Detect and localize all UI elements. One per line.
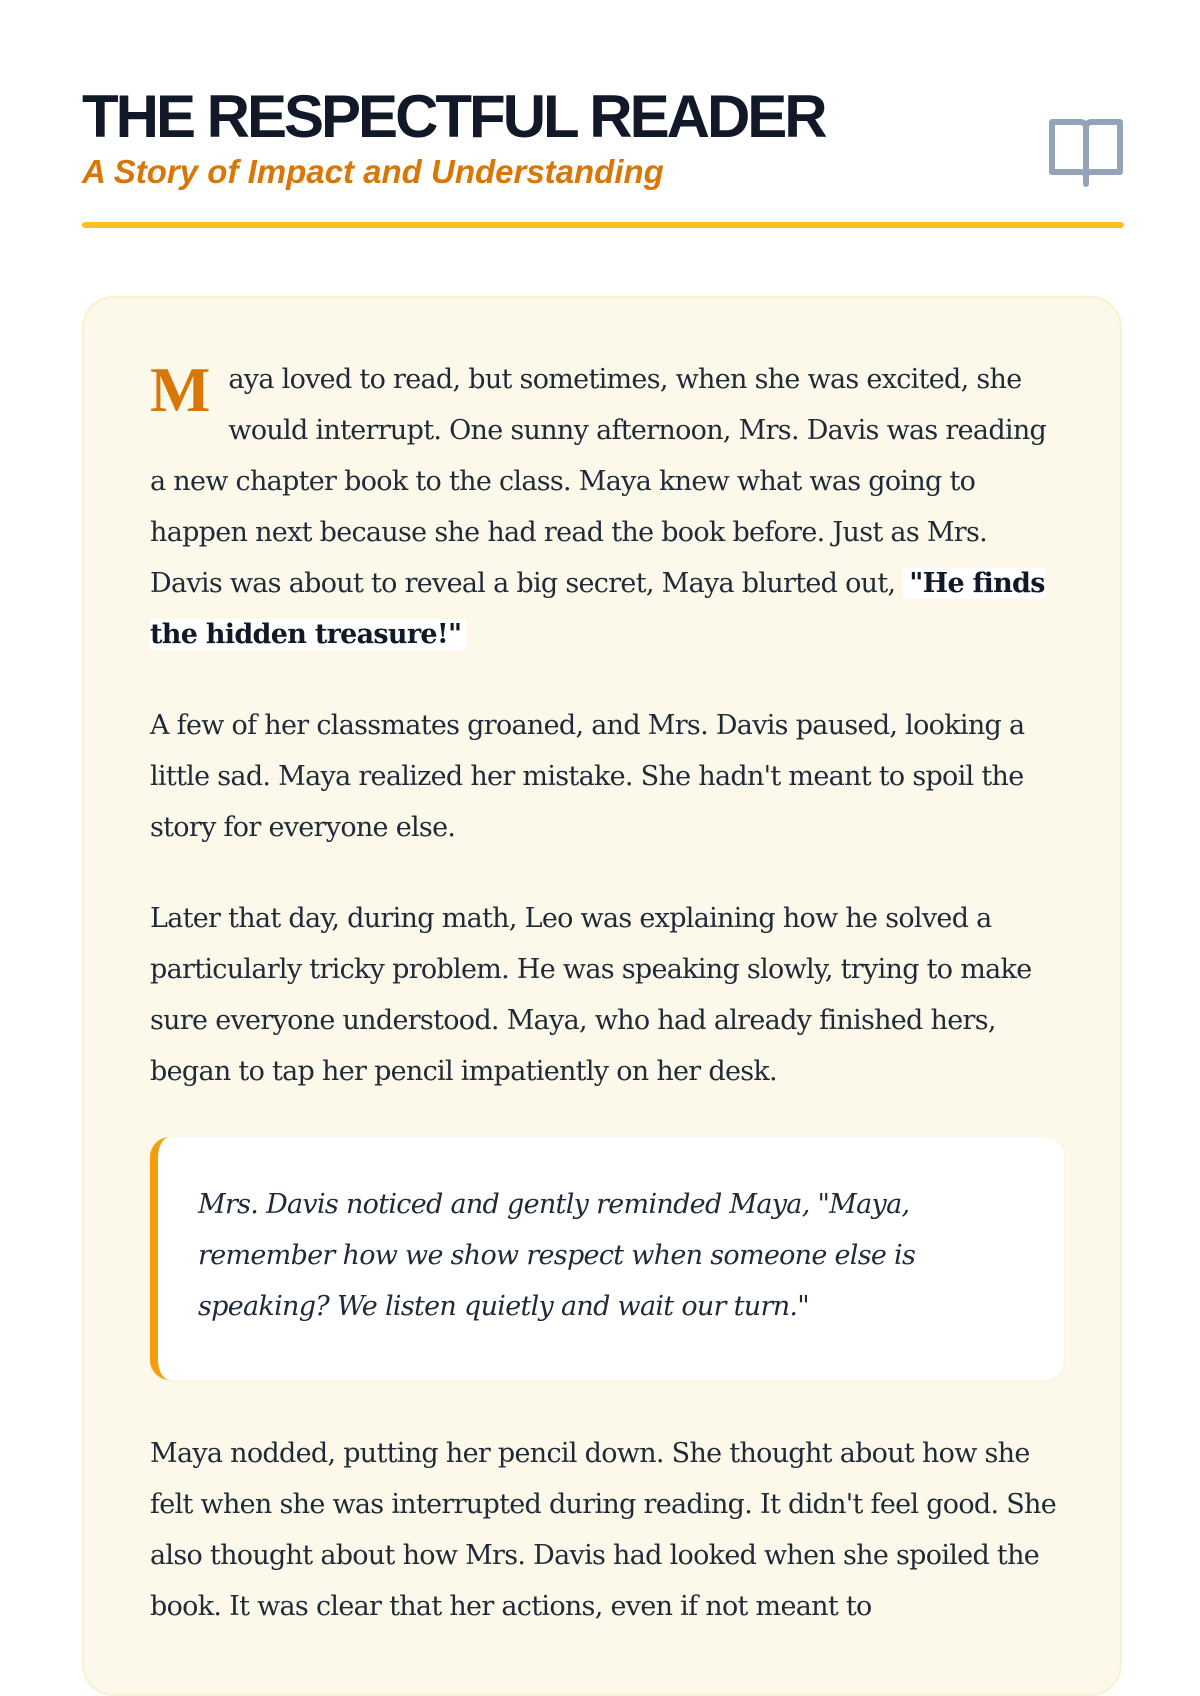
drop-cap: M	[150, 354, 211, 425]
header-divider	[82, 222, 1124, 228]
story-paragraph-4: Maya nodded, putting her pencil down. She thought about how she felt when she was interrupted during reading. It didn't feel good. She also thought about how Mrs. Davis had looked when she spoiled the book. It was clear that her actions, even if not meant to	[150, 1438, 1057, 1622]
story-body	[150, 354, 1064, 1672]
story-paragraph-1	[150, 354, 1064, 660]
paragraph-text: aya loved to read, but sometimes, when she was excited, she would interrupt. One sunny afternoon, Mrs. Davis was reading a new chapter book to the class. Maya knew what was going to happen next because she had read the book before. Just as Mrs. Davis was about to reveal a big secret, Maya blurted out,	[150, 364, 1047, 599]
page-subtitle: A Story of Impact and Understanding	[82, 153, 664, 190]
story-paragraph-2: A few of her classmates groaned, and Mrs. Davis paused, looking a little sad. Maya realized her mistake. She hadn't meant to spoil the story for everyone else.	[150, 710, 1025, 843]
teacher-quote-callout: Mrs. Davis noticed and gently reminded Maya, "Maya, remember how we show respect when someone else is speaking? We listen quietly and wait our turn."	[150, 1137, 1064, 1380]
story-card	[82, 296, 1122, 1696]
highlighted-quote: "He finds the hidden treasure!"	[150, 568, 1045, 650]
page-header	[82, 70, 1124, 228]
story-paragraph-3: Later that day, during math, Leo was explaining how he solved a particularly tricky problem. He was speaking slowly, trying to make sure everyone understood. Maya, who had already finished hers, began to tap her pencil impatiently on her desk.	[150, 903, 1032, 1087]
page-title: THE RESPECTFUL READER	[82, 83, 825, 150]
open-book-icon	[1048, 118, 1124, 186]
